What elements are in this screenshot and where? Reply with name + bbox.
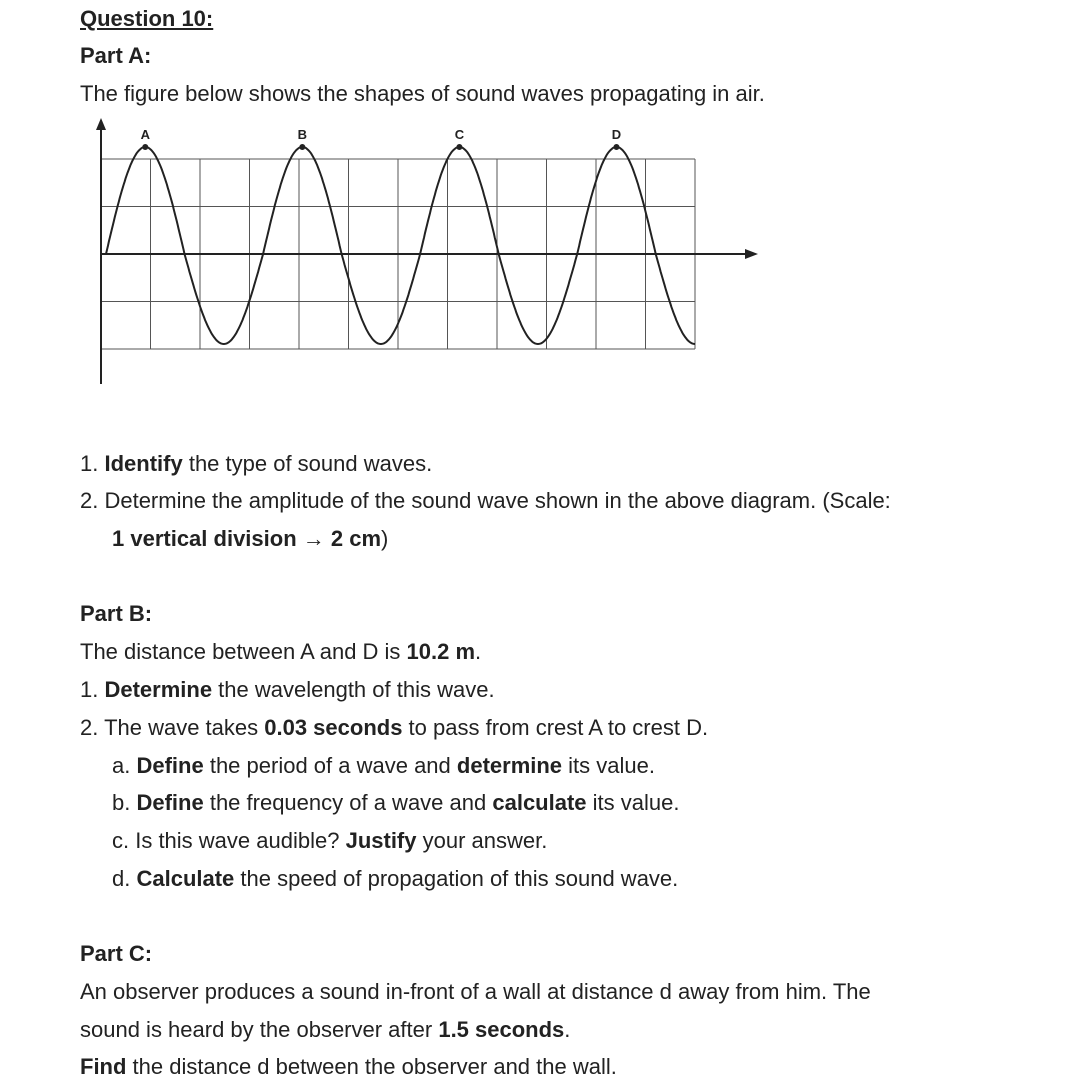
part-c-heading: Part C: [80, 941, 153, 966]
part-a-question-2: 2. Determine the amplitude of the sound wave shown in the above diagram. (Scale: [80, 488, 891, 513]
crest-label-a: A [140, 127, 150, 142]
wave-curve [106, 147, 695, 344]
question-title: Question 10: [80, 6, 214, 31]
part-b-question-2a: a. Define the period of a wave and determine its value. [112, 753, 655, 778]
part-b-question-2c: c. Is this wave audible? Justify your answer. [112, 828, 548, 853]
crest-label-c: C [454, 127, 465, 142]
crest-c-dot [456, 144, 462, 150]
part-c-line-1: An observer produces a sound in-front of a wall at distance d away from him. The [80, 979, 871, 1004]
crest-label-d: D [611, 127, 622, 142]
crest-d-dot [613, 144, 619, 150]
x-axis-arrow [745, 249, 758, 259]
part-b-question-2: 2. The wave takes 0.03 seconds to pass from crest A to crest D. [80, 715, 709, 740]
part-a-question-1: 1. Identify the type of sound waves. [80, 451, 433, 476]
sound-wave-figure [90, 112, 770, 387]
crest-label-b: B [297, 127, 308, 142]
crest-b-dot [299, 144, 305, 150]
part-a-question-2-scale: 1 vertical division → 2 cm) [112, 526, 389, 551]
part-c-line-3: Find the distance d between the observer and the wall. [80, 1054, 617, 1079]
crest-a-dot [142, 144, 148, 150]
part-b-question-2b: b. Define the frequency of a wave and calculate its value. [112, 790, 680, 815]
part-a-intro: The figure below shows the shapes of sound waves propagating in air. [80, 81, 765, 106]
part-b-given: The distance between A and D is 10.2 m. [80, 639, 482, 664]
part-b-heading: Part B: [80, 601, 153, 626]
part-b-question-1: 1. Determine the wavelength of this wave. [80, 677, 495, 702]
part-b-question-2d: d. Calculate the speed of propagation of this sound wave. [112, 866, 679, 891]
y-axis-arrow [96, 118, 106, 130]
part-a-heading: Part A: [80, 43, 152, 68]
part-c-line-2: sound is heard by the observer after 1.5 seconds. [80, 1017, 571, 1042]
